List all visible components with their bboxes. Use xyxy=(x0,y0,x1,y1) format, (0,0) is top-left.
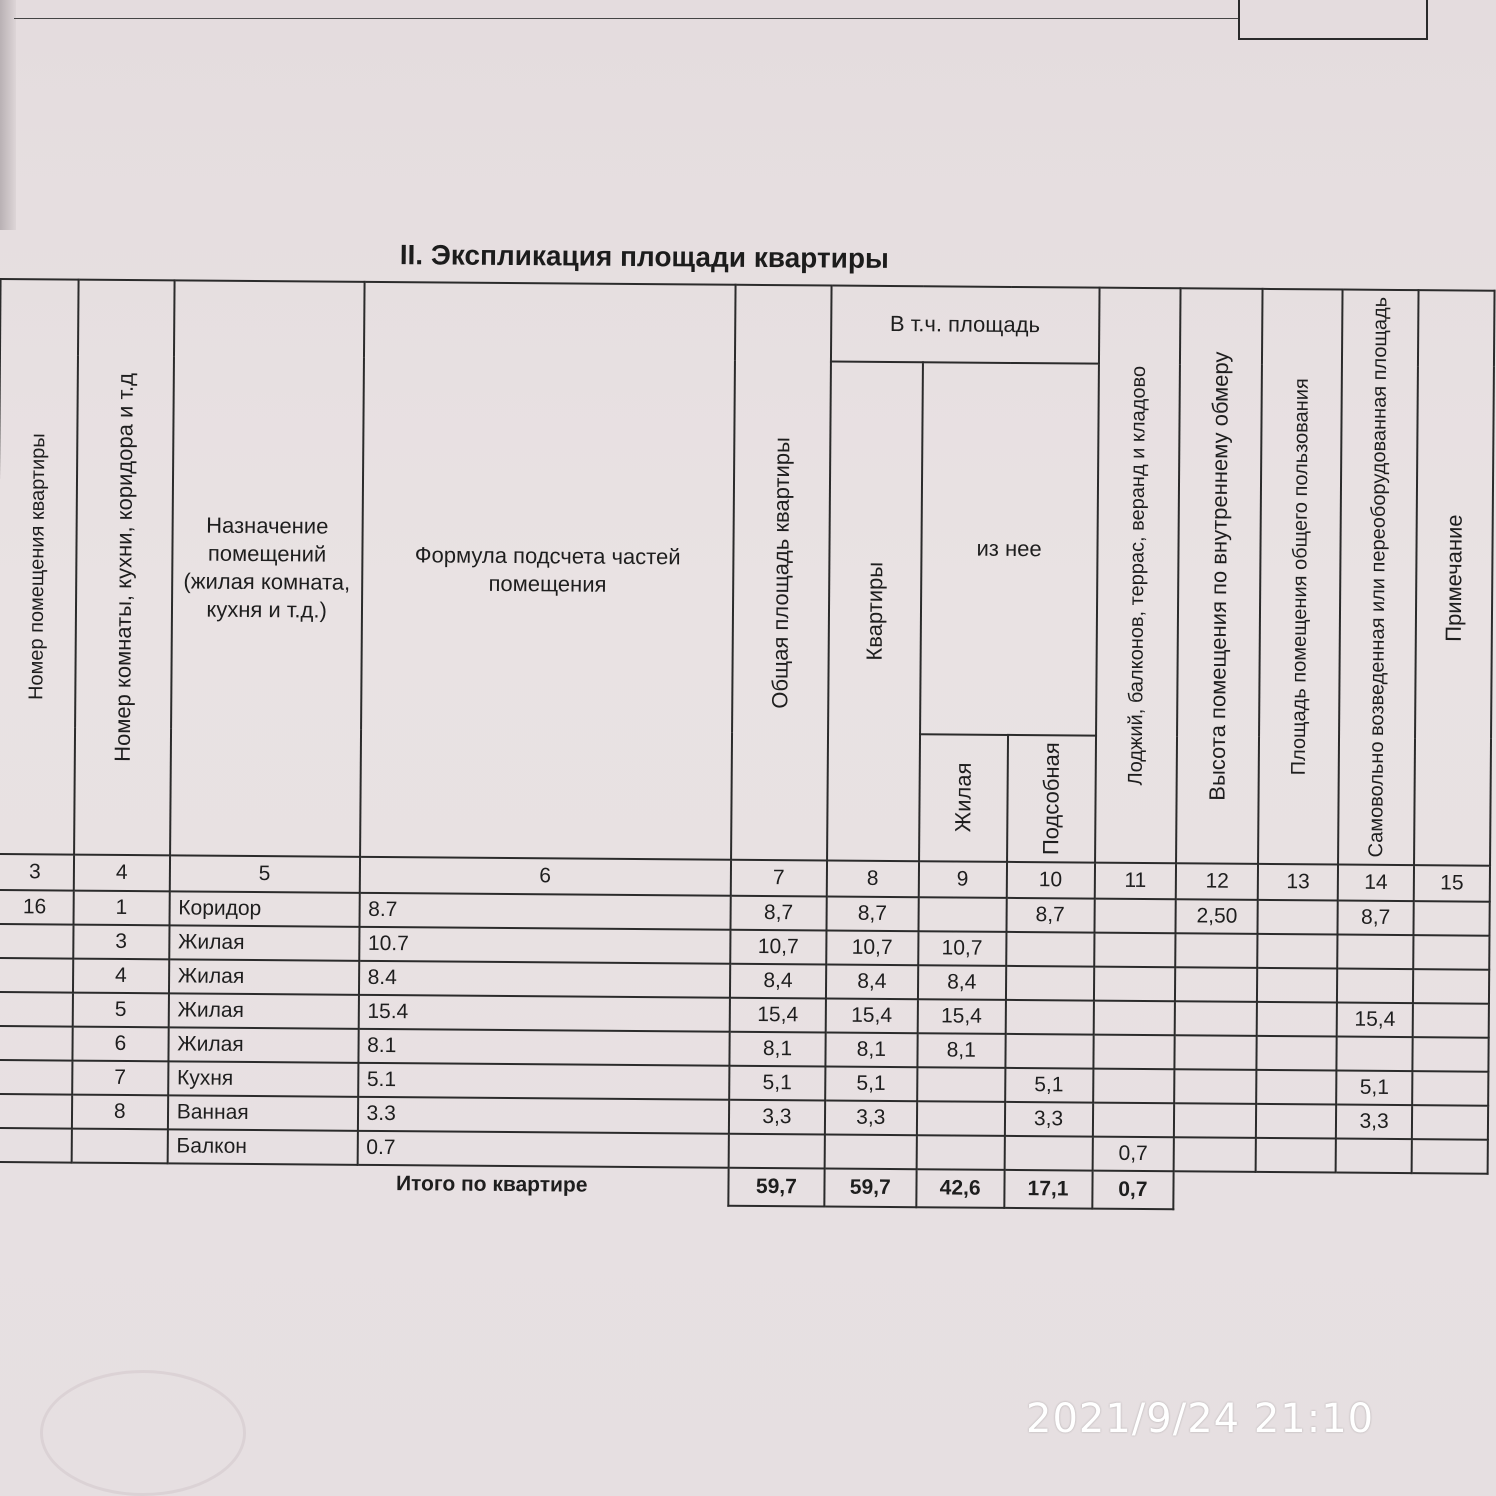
cell-purpose: Жилая xyxy=(169,925,359,960)
cell-loggia xyxy=(1092,1102,1174,1137)
total-empty xyxy=(1335,1172,1411,1211)
cell-auxiliary xyxy=(1006,966,1094,1001)
cell-living: 10,7 xyxy=(918,931,1006,966)
cell-note xyxy=(1412,1037,1488,1072)
cell-room: 8 xyxy=(72,1094,168,1129)
cell-total: 3,3 xyxy=(729,1099,825,1134)
cell-apartment xyxy=(0,1128,72,1163)
cell-note xyxy=(1412,1071,1488,1106)
cell-unauthorized: 3,3 xyxy=(1336,1104,1412,1139)
cell-living: 8,1 xyxy=(917,1033,1005,1068)
cell-room: 1 xyxy=(73,890,169,925)
cell-unauthorized xyxy=(1336,1138,1412,1173)
cell-apartment-area: 10,7 xyxy=(826,930,918,965)
header-row-1 xyxy=(0,279,1495,367)
cell-total: 10,7 xyxy=(730,929,826,964)
cell-formula: 8.4 xyxy=(359,960,731,997)
cell-unauthorized xyxy=(1337,934,1413,969)
cell-height xyxy=(1176,933,1258,968)
cell-common xyxy=(1257,968,1337,1003)
cell-unauthorized: 5,1 xyxy=(1336,1070,1412,1105)
cell-common xyxy=(1257,1036,1337,1071)
cell-unauthorized xyxy=(1337,968,1413,1003)
cell-apartment: 16 xyxy=(0,890,74,925)
header-living-area: Жилая xyxy=(919,734,1008,861)
cell-living xyxy=(917,1101,1005,1136)
cell-apartment xyxy=(0,992,73,1027)
header-unauthorized-area: Самовольно возведенная или переоборудованная площадь xyxy=(1338,290,1418,865)
header-of-which: из нее xyxy=(920,362,1099,735)
column-number: 7 xyxy=(731,859,827,896)
column-number: 15 xyxy=(1414,865,1490,902)
cell-room: 4 xyxy=(73,958,169,993)
cell-auxiliary xyxy=(1005,1034,1093,1069)
cell-apartment xyxy=(0,1026,73,1061)
cell-auxiliary: 8,7 xyxy=(1006,898,1094,933)
cell-height xyxy=(1174,1103,1256,1138)
header-total-area: Общая площадь квартиры xyxy=(731,285,831,860)
cell-living xyxy=(916,1135,1004,1170)
cell-auxiliary xyxy=(1004,1136,1092,1171)
cell-common xyxy=(1256,1138,1336,1173)
cell-total: 8,4 xyxy=(730,963,826,998)
cell-living: 15,4 xyxy=(917,999,1005,1034)
page-edge-shadow xyxy=(0,0,16,230)
cell-note xyxy=(1413,969,1489,1004)
cell-room xyxy=(72,1128,168,1163)
cell-note xyxy=(1412,1105,1488,1140)
cell-height xyxy=(1175,1069,1257,1104)
column-number: 14 xyxy=(1338,864,1414,901)
cell-height xyxy=(1175,1001,1257,1036)
cell-room: 3 xyxy=(73,924,169,959)
cell-loggia xyxy=(1093,1034,1175,1069)
cell-loggia xyxy=(1093,1000,1175,1035)
cell-formula: 8.7 xyxy=(359,892,731,929)
cell-loggia xyxy=(1094,898,1176,933)
photo-timestamp: 2021/9/24 21:10 xyxy=(1026,1396,1375,1442)
section-title: II. Экспликация площади квартиры xyxy=(399,239,890,274)
cell-note xyxy=(1413,935,1489,970)
explication-section xyxy=(0,226,1496,1201)
column-number: 10 xyxy=(1006,862,1094,899)
cell-purpose: Балкон xyxy=(167,1129,357,1164)
previous-table-bottom-line xyxy=(14,18,1240,19)
header-area-formula: Формула подсчета частей помещения xyxy=(360,282,736,860)
cell-apartment-area: 15,4 xyxy=(826,998,918,1033)
cell-common xyxy=(1256,1070,1336,1105)
cell-purpose: Коридор xyxy=(169,891,359,926)
column-number: 6 xyxy=(359,857,731,896)
cell-formula: 0.7 xyxy=(357,1130,729,1167)
cell-common xyxy=(1257,1002,1337,1037)
cell-common xyxy=(1256,1104,1336,1139)
total-loggia: 0,7 xyxy=(1092,1170,1174,1209)
cell-purpose: Жилая xyxy=(168,1027,358,1062)
cell-formula: 15.4 xyxy=(358,994,730,1031)
total-empty xyxy=(1174,1171,1256,1210)
header-common-area: Площадь помещения общего пользования xyxy=(1258,289,1342,864)
cell-apartment-area: 5,1 xyxy=(825,1066,917,1101)
cell-formula: 10.7 xyxy=(359,926,731,963)
cell-formula: 5.1 xyxy=(358,1062,730,1099)
explication-table xyxy=(0,278,1496,1212)
header-room-number: Номер комнаты, кухни, коридора и т.д xyxy=(74,280,174,855)
cell-note xyxy=(1413,1003,1489,1038)
cell-purpose: Жилая xyxy=(168,993,358,1028)
cell-purpose: Кухня xyxy=(168,1061,358,1096)
cell-living xyxy=(917,1067,1005,1102)
cell-height xyxy=(1174,1137,1256,1172)
cell-living: 8,4 xyxy=(918,965,1006,1000)
cell-room: 7 xyxy=(72,1060,168,1095)
cell-total: 15,4 xyxy=(730,997,826,1032)
cell-loggia xyxy=(1093,966,1175,1001)
cell-purpose: Ванная xyxy=(168,1095,358,1130)
header-note: Примечание xyxy=(1414,290,1494,865)
cell-total xyxy=(729,1133,825,1168)
cell-auxiliary xyxy=(1005,1000,1093,1035)
cell-note xyxy=(1412,1139,1488,1174)
cell-living xyxy=(918,897,1006,932)
cell-apartment xyxy=(0,958,73,993)
cell-apartment xyxy=(0,1060,72,1095)
total-living: 42,6 xyxy=(916,1169,1004,1208)
cell-auxiliary: 5,1 xyxy=(1005,1068,1093,1103)
cell-total: 8,1 xyxy=(729,1031,825,1066)
column-number: 9 xyxy=(918,861,1006,898)
column-number: 5 xyxy=(169,855,359,892)
header-loggias: Лоджий, балконов, террас, веранд и кладово xyxy=(1095,288,1181,863)
cell-common xyxy=(1257,934,1337,969)
cell-apartment xyxy=(0,924,73,959)
cell-auxiliary: 3,3 xyxy=(1004,1102,1092,1137)
header-apartment-area: Квартиры xyxy=(827,362,923,861)
cell-unauthorized: 15,4 xyxy=(1337,1002,1413,1037)
total-empty xyxy=(1411,1173,1487,1212)
cell-auxiliary xyxy=(1006,932,1094,967)
cell-loggia xyxy=(1094,932,1176,967)
cell-room: 5 xyxy=(73,992,169,1027)
cell-common xyxy=(1258,900,1338,935)
column-number: 12 xyxy=(1176,863,1258,900)
total-apartment-area: 59,7 xyxy=(824,1168,916,1207)
cell-purpose: Жилая xyxy=(169,959,359,994)
cell-total: 8,7 xyxy=(730,895,826,930)
cell-note xyxy=(1414,901,1490,936)
cell-loggia: 0,7 xyxy=(1092,1136,1174,1171)
column-number: 8 xyxy=(827,860,919,897)
previous-table-frame xyxy=(1238,0,1428,40)
cell-loggia xyxy=(1093,1068,1175,1103)
cell-apartment-area: 3,3 xyxy=(825,1100,917,1135)
header-including-area: В т.ч. площадь xyxy=(831,286,1099,364)
column-number: 3 xyxy=(0,854,74,891)
header-room-height: Высота помещения по внутреннему обмеру xyxy=(1176,288,1262,863)
column-number: 11 xyxy=(1094,862,1176,899)
total-label: Итого по квартире xyxy=(395,1172,588,1197)
cell-height: 2,50 xyxy=(1176,899,1258,934)
cell-apartment xyxy=(0,1094,72,1129)
cell-unauthorized: 8,7 xyxy=(1338,900,1414,935)
cell-height xyxy=(1175,967,1257,1002)
cell-apartment-area: 8,1 xyxy=(825,1032,917,1067)
column-number: 13 xyxy=(1258,864,1338,901)
total-area: 59,7 xyxy=(728,1167,824,1206)
cell-total: 5,1 xyxy=(729,1065,825,1100)
cell-height xyxy=(1175,1035,1257,1070)
cell-apartment-area xyxy=(824,1134,916,1169)
cell-apartment-area: 8,4 xyxy=(826,964,918,999)
header-room-purpose: Назначение помещений (жилая комната, кухня и т.д.) xyxy=(170,280,364,856)
cell-formula: 8.1 xyxy=(358,1028,730,1065)
column-number: 4 xyxy=(74,854,170,891)
total-empty xyxy=(1256,1172,1336,1211)
cell-unauthorized xyxy=(1337,1036,1413,1071)
header-apartment-number: Номер помещения квартиры xyxy=(0,279,78,854)
total-auxiliary: 17,1 xyxy=(1004,1170,1092,1209)
cell-room: 6 xyxy=(72,1026,168,1061)
faint-stamp xyxy=(40,1370,246,1496)
cell-apartment-area: 8,7 xyxy=(826,896,918,931)
cell-formula: 3.3 xyxy=(357,1096,729,1133)
header-auxiliary-area: Подсобная xyxy=(1007,735,1096,862)
